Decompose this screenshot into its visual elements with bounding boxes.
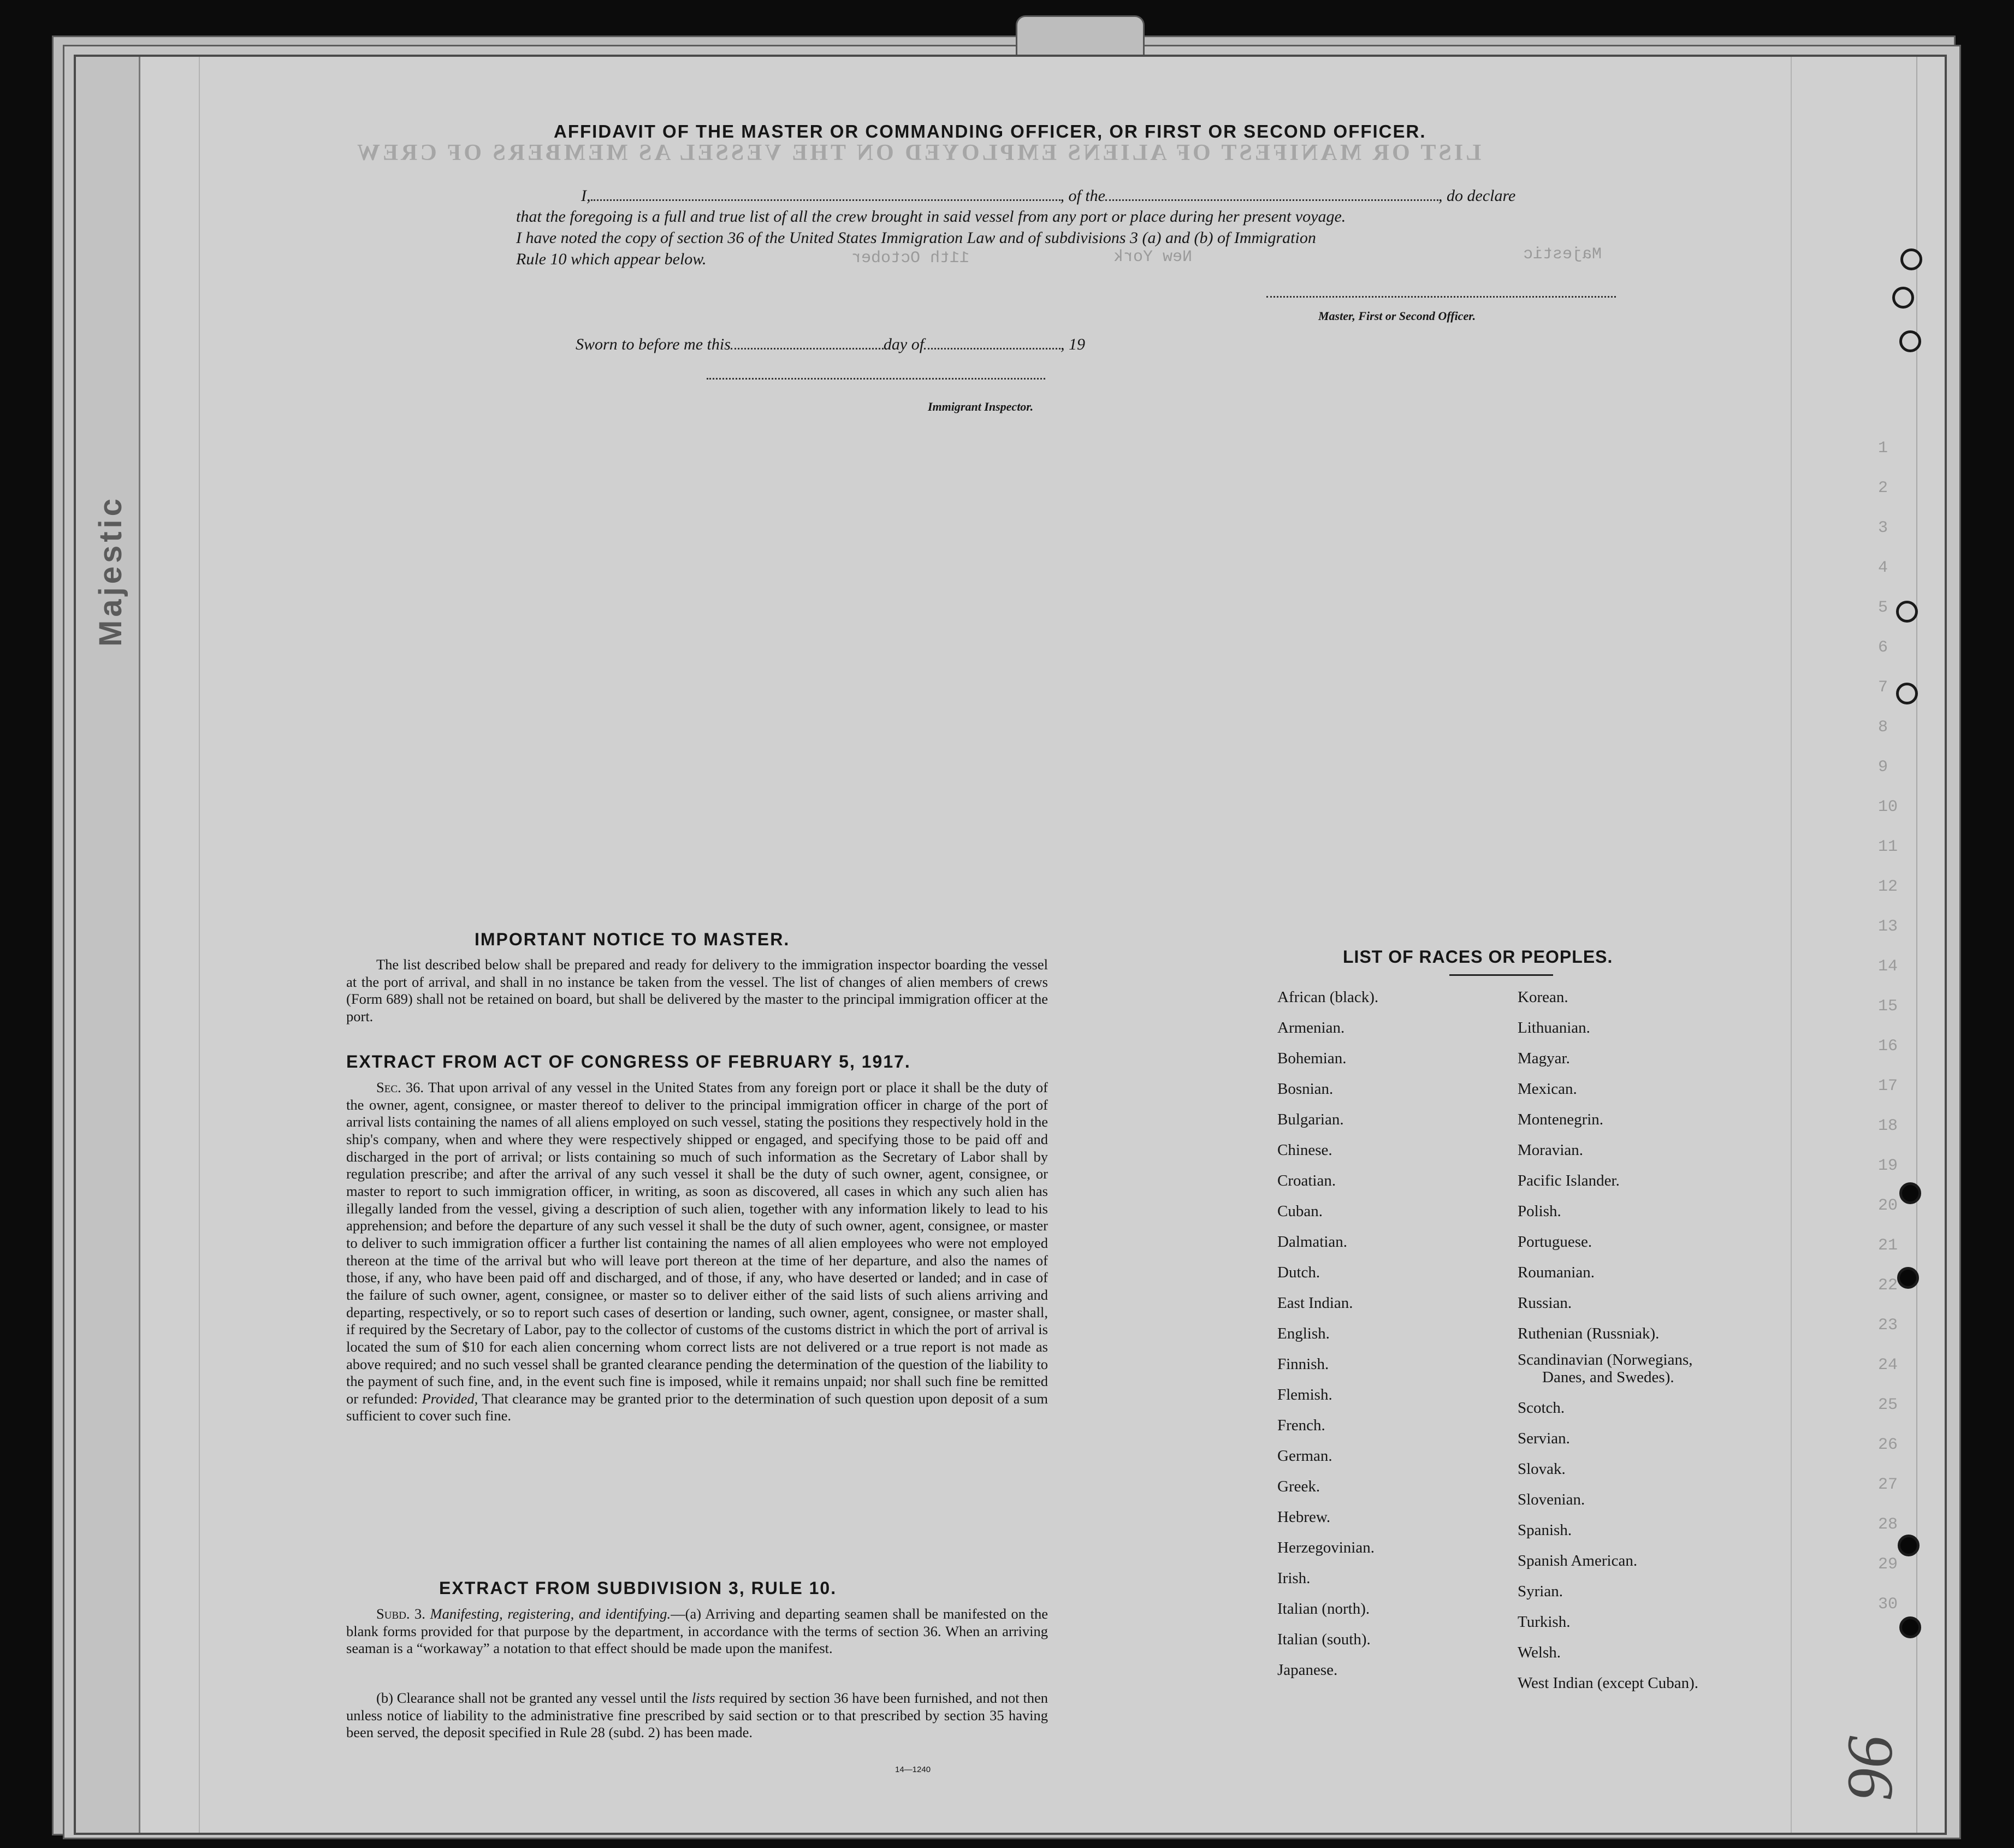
manifest-page — [74, 55, 1947, 1835]
handwritten-page-number: 96 — [1833, 1736, 1906, 1801]
punch-hole — [1899, 1616, 1921, 1638]
race-item: Turkish. — [1518, 1613, 1571, 1631]
row-number: 9 — [1878, 758, 1888, 777]
race-item: Korean. — [1518, 988, 1568, 1006]
rule-para-b-start: (b) Clearance shall not be granted any vessel until the — [376, 1690, 688, 1706]
race-item: Welsh. — [1518, 1644, 1561, 1661]
bleed-date: 11th October — [851, 249, 970, 268]
vessel-field[interactable] — [1105, 199, 1438, 201]
row-number: 10 — [1878, 798, 1898, 816]
race-item: West Indian (except Cuban). — [1518, 1674, 1699, 1692]
punch-hole — [1899, 1182, 1921, 1204]
race-item: Bulgarian. — [1277, 1111, 1344, 1128]
act-extract-title: EXTRACT FROM ACT OF CONGRESS OF FEBRUARY 5, 1917. — [346, 1052, 911, 1071]
signature-line[interactable] — [1266, 296, 1616, 298]
form-number: 14—1240 — [895, 1765, 931, 1774]
affidavit-line2: that the foregoing is a full and true list of all the crew brought in said vessel from any port or place during her present voyage. — [516, 208, 1346, 226]
row-number: 3 — [1878, 519, 1888, 537]
row-number: 22 — [1878, 1276, 1898, 1295]
race-item: German. — [1277, 1447, 1332, 1465]
notice-body — [346, 956, 1048, 1026]
race-item: Scandinavian (Norwegians, — [1518, 1351, 1693, 1369]
punch-hole — [1898, 1535, 1920, 1556]
rule-heading: Manifesting, registering, and identifying. — [430, 1606, 671, 1622]
race-item: Dutch. — [1277, 1264, 1320, 1281]
provided-word: Provided, — [422, 1390, 478, 1407]
punch-hole — [1899, 330, 1921, 352]
punch-hole — [1897, 1267, 1919, 1289]
rule-para-b-end: required by section 36 have been furnished, and not then unless notice of liability to the administrative fine prescribed by said section or to that prescribed by section 35 having been served, the deposit specified in Rule 28 (subd. 2) has been made. — [346, 1690, 1049, 1741]
race-item: Lithuanian. — [1518, 1019, 1590, 1036]
race-item: Italian (south). — [1277, 1631, 1371, 1648]
i-label: I, — [581, 187, 591, 205]
race-item: Moravian. — [1518, 1141, 1583, 1159]
row-number: 25 — [1878, 1396, 1898, 1414]
race-item: English. — [1277, 1325, 1330, 1342]
rule-para-a-text: —(a) Arriving and departing seamen shall be manifested on the blank forms provided for that purpose by the department, in accordance with the terms of section 36. When an arriving seaman is a “workaway” a notation to that effect should be made upon the manifest. — [346, 1606, 1048, 1657]
punch-hole — [1892, 287, 1914, 309]
subd-label: Subd. 3. — [376, 1606, 425, 1622]
race-item: Irish. — [1277, 1569, 1311, 1587]
race-item: Roumanian. — [1518, 1264, 1595, 1281]
act-extract-body — [346, 1079, 1048, 1425]
race-item: Magyar. — [1518, 1050, 1570, 1067]
row-number: 16 — [1878, 1037, 1898, 1056]
row-number: 14 — [1878, 957, 1898, 976]
races-title-rule — [1449, 974, 1553, 976]
row-number: 21 — [1878, 1236, 1898, 1255]
race-item: Greek. — [1277, 1478, 1320, 1495]
race-item: Dalmatian. — [1277, 1233, 1348, 1251]
race-item: Montenegrin. — [1518, 1111, 1604, 1128]
month-field[interactable] — [924, 348, 1061, 350]
row-number: 15 — [1878, 997, 1898, 1016]
race-item: Bohemian. — [1277, 1050, 1347, 1067]
race-item: Bosnian. — [1277, 1080, 1334, 1098]
signature-caption: Master, First or Second Officer. — [1318, 309, 1476, 323]
notice-title: IMPORTANT NOTICE TO MASTER. — [475, 929, 790, 949]
rule-extract-title: EXTRACT FROM SUBDIVISION 3, RULE 10. — [439, 1578, 837, 1598]
race-item: Herzegovinian. — [1277, 1539, 1375, 1556]
race-item: Mexican. — [1518, 1080, 1577, 1098]
affidavit-line3: I have noted the copy of section 36 of the United States Immigration Law and of subdivisions 3 (a) and (b) of Immigration — [516, 229, 1316, 247]
row-number: 11 — [1878, 838, 1898, 856]
race-item: Polish. — [1518, 1203, 1561, 1220]
race-item: Servian. — [1518, 1430, 1570, 1447]
row-number: 27 — [1878, 1476, 1898, 1494]
rule-para-b — [346, 1690, 1048, 1742]
races-title: LIST OF RACES OR PEOPLES. — [1343, 947, 1613, 967]
row-number: 7 — [1878, 678, 1888, 697]
bleed-header: LIST OR MANIFEST OF ALIENS EMPLOYED ON THE VESSEL AS MEMBERS OF CREW — [354, 140, 1482, 165]
race-item: Pacific Islander. — [1518, 1172, 1620, 1189]
day-of-label: day of — [883, 335, 925, 353]
row-number: 20 — [1878, 1197, 1898, 1215]
row-number: 30 — [1878, 1595, 1898, 1614]
row-number: 8 — [1878, 718, 1888, 737]
section-label: Sec. 36. — [376, 1079, 424, 1095]
race-item: Slovenian. — [1518, 1491, 1585, 1508]
row-number: 29 — [1878, 1555, 1898, 1574]
affidavit-title: AFFIDAVIT OF THE MASTER OR COMMANDING OFFICER, OR FIRST OR SECOND OFFICER. — [554, 121, 1426, 141]
bleed-port: New York — [1113, 248, 1193, 266]
affidavit-line4: Rule 10 which appear below. — [516, 250, 707, 268]
race-item: Japanese. — [1277, 1661, 1338, 1679]
race-item: Flemish. — [1277, 1386, 1332, 1403]
punch-hole — [1896, 683, 1918, 704]
row-number: 24 — [1878, 1356, 1898, 1375]
section-text: That upon arrival of any vessel in the United States from any foreign port or place it shall be the duty of the owner, agent, consignee, or master thereof to deliver to the principal immigration officer in charge of the port of arrival lists containing the names of all aliens employed on such vessel, stating the positions they respectively hold in the ship's company, when and where they were respectively shipped or engaged, and specifying those to be paid off and discharged in the port of arrival; or lists containing so much of such information as the Secretary of Labor shall by regulation prescribe; and after the arrival of any such vessel it shall be the duty of such owner, agent, consignee, or master to report to such immigration officer, in writing, as soon as discovered, all cases in which any such alien has illegally landed from the vessel, giving a description of such alien, together with any information likely to lead to his apprehension; and before the departure of any such vessel it shall be the duty of such owner, agent, consignee, or master to deliver to such immigration officer a further list containing the names of all alien employees who were not employed thereon at the time of the arrival but who will leave port thereon at the time of her departure, and also the names of those, if any, who have been paid off and discharged, and of those, if any, who have deserted or landed; and in case of the failure of such owner, agent, consignee, or master so to deliver either of the said lists of such aliens arriving and departing, respectively, or so to report such cases of desertion or landing, such owner, agent, consignee, or master shall, if required by the Secretary of Labor, pay to the collector of customs of the customs district in which the port of arrival is located the sum of $10 for each alien concerning whom correct lists are not delivered or a true report is not made as above required; and no such vessel shall be granted clearance pending the determination of the question of the liability to the payment of such fine, and, in the event such fine is imposed, while it remains unpaid; nor shall such fine be remitted or refunded: — [346, 1079, 1048, 1407]
race-item: Hebrew. — [1277, 1508, 1331, 1526]
race-item: Slovak. — [1518, 1460, 1566, 1478]
affidavit-line1 — [581, 187, 1638, 205]
rule-para-b-lists: lists — [691, 1690, 715, 1706]
of-the-label: , of the — [1060, 187, 1105, 205]
race-item: Cuban. — [1277, 1203, 1323, 1220]
table-rule — [199, 57, 200, 1835]
row-number: 1 — [1878, 439, 1888, 458]
row-number: 23 — [1878, 1316, 1898, 1335]
sworn-label: Sworn to before me this — [576, 335, 731, 353]
race-item: Danes, and Swedes). — [1542, 1369, 1674, 1386]
day-field[interactable] — [731, 348, 884, 350]
table-rule — [1916, 57, 1917, 1835]
punch-hole — [1896, 601, 1918, 623]
race-item: Portuguese. — [1518, 1233, 1592, 1251]
race-item: Spanish American. — [1518, 1552, 1638, 1569]
row-number: 26 — [1878, 1436, 1898, 1454]
race-item: Croatian. — [1277, 1172, 1336, 1189]
race-item: Spanish. — [1518, 1521, 1572, 1539]
name-field[interactable] — [591, 199, 1061, 201]
race-item: Syrian. — [1518, 1583, 1563, 1600]
sworn-line — [576, 335, 1085, 354]
race-item: French. — [1277, 1417, 1325, 1434]
row-number: 4 — [1878, 559, 1888, 577]
race-item: Russian. — [1518, 1294, 1572, 1312]
race-item: East Indian. — [1277, 1294, 1353, 1312]
row-number: 2 — [1878, 479, 1888, 497]
punch-hole — [1900, 248, 1922, 270]
row-number: 19 — [1878, 1157, 1898, 1175]
row-number: 6 — [1878, 638, 1888, 657]
section-text-end: That clearance may be granted prior to the determination of such question upon deposit of a sum sufficient to cover such fine. — [346, 1390, 1048, 1424]
row-number: 17 — [1878, 1077, 1898, 1095]
row-number: 13 — [1878, 917, 1898, 936]
race-item: Armenian. — [1277, 1019, 1345, 1036]
race-item: Italian (north). — [1277, 1600, 1370, 1618]
row-number: 28 — [1878, 1515, 1898, 1534]
bleed-vessel: Majestic — [1523, 245, 1602, 264]
race-item: Scotch. — [1518, 1399, 1565, 1417]
race-item: African (black). — [1277, 988, 1379, 1006]
row-number: 18 — [1878, 1117, 1898, 1135]
binding-letters: Majestic — [93, 495, 128, 647]
table-rule — [1791, 57, 1792, 1835]
rule-para-a — [346, 1606, 1048, 1657]
do-declare-label: , do declare — [1438, 187, 1516, 205]
row-number: 12 — [1878, 878, 1898, 896]
inspector-caption: Immigrant Inspector. — [928, 400, 1034, 413]
race-item: Finnish. — [1277, 1355, 1329, 1373]
inspector-signature-line[interactable] — [707, 378, 1045, 380]
race-item: Ruthenian (Russniak). — [1518, 1325, 1660, 1342]
race-item: Chinese. — [1277, 1141, 1332, 1159]
year-label: , 19 — [1061, 335, 1086, 353]
row-number: 5 — [1878, 599, 1888, 617]
notice-text: The list described below shall be prepared and ready for delivery to the immigration inspector boarding the vessel at the port of arrival, and shall in no instance be taken from the vessel. The list of changes of alien members of crews (Form 689) shall not be retained on board, but shall be delivered by the master to the principal immigration officer at the port. — [346, 956, 1048, 1024]
